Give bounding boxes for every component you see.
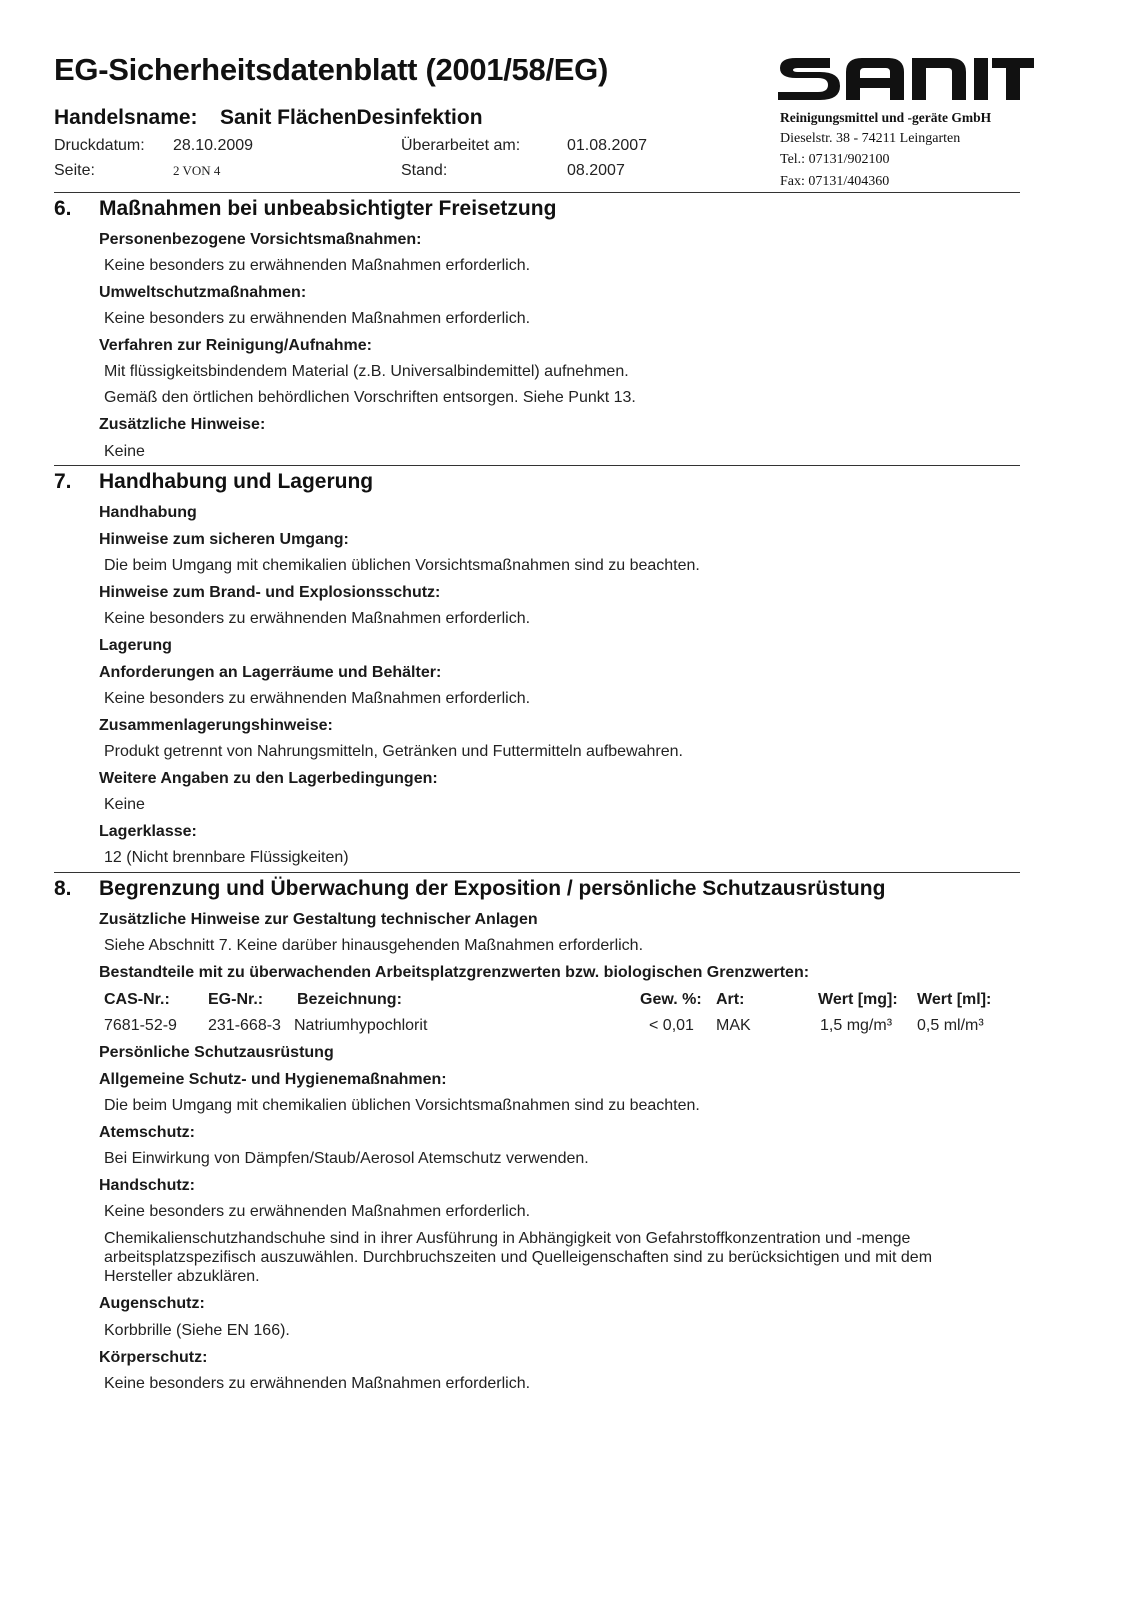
table-header-value-ml: Wert [ml]: bbox=[917, 991, 992, 1008]
section-6-number: 6. bbox=[54, 197, 72, 220]
page-label: Seite: bbox=[54, 162, 95, 179]
section-7-subheading: Weitere Angaben zu den Lagerbedingungen: bbox=[99, 770, 438, 787]
section-8-paragraph: Chemikalienschutzhandschuhe sind in ihrer Ausführung in Abhängigkeit von Gefahrstoffkonzentration und -menge arbeitsplatzspezifisch auszuwählen. Durchbruchszeiten und Quelleigenschaften sind zu berücksichtigen und mit dem Hersteller abzuklären. bbox=[104, 1230, 933, 1285]
section-6-text: Mit flüssigkeitsbindendem Material (z.B. Universalbindemittel) aufnehmen. bbox=[104, 363, 629, 380]
revised-label: Überarbeitet am: bbox=[401, 137, 521, 154]
section-7-text: Die beim Umgang mit chemikalien üblichen Vorsichtsmaßnahmen sind zu beachten. bbox=[104, 557, 700, 574]
table-header-cas: CAS-Nr.: bbox=[104, 991, 170, 1008]
section-7-subheading: Anforderungen an Lagerräume und Behälter: bbox=[99, 664, 442, 681]
section-6-text: Keine besonders zu erwähnenden Maßnahmen erforderlich. bbox=[104, 310, 531, 327]
section-divider bbox=[54, 465, 1020, 466]
section-8-subheading: Handschutz: bbox=[99, 1177, 195, 1194]
section-7-text: Keine besonders zu erwähnenden Maßnahmen erforderlich. bbox=[104, 690, 531, 707]
trade-name-label: Handelsname: bbox=[54, 106, 198, 129]
table-cell-type: MAK bbox=[716, 1017, 751, 1034]
section-8-text: Siehe Abschnitt 7. Keine darüber hinausgehenden Maßnahmen erforderlich. bbox=[104, 937, 644, 954]
table-header-value-mg: Wert [mg]: bbox=[818, 991, 898, 1008]
company-address: Dieselstr. 38 - 74211 Leingarten bbox=[780, 131, 961, 146]
section-7-subheading: Lagerklasse: bbox=[99, 823, 197, 840]
table-header-weight: Gew. %: bbox=[640, 991, 702, 1008]
section-7-number: 7. bbox=[54, 470, 72, 493]
table-header-eg: EG-Nr.: bbox=[208, 991, 264, 1008]
section-8-number: 8. bbox=[54, 877, 72, 900]
section-8-subheading: Augenschutz: bbox=[99, 1295, 205, 1312]
section-7-text: Keine bbox=[104, 796, 145, 813]
status-value: 08.2007 bbox=[567, 162, 625, 179]
section-6-subheading: Zusätzliche Hinweise: bbox=[99, 416, 266, 433]
section-8-text: Die beim Umgang mit chemikalien üblichen Vorsichtsmaßnahmen sind zu beachten. bbox=[104, 1097, 700, 1114]
trade-name: Sanit FlächenDesinfektion bbox=[220, 106, 483, 129]
table-header-type: Art: bbox=[716, 991, 745, 1008]
section-8-heading: Persönliche Schutzausrüstung bbox=[99, 1044, 334, 1061]
print-date: 28.10.2009 bbox=[173, 137, 254, 154]
sanit-logo bbox=[776, 56, 1034, 102]
section-8-title: Begrenzung und Überwachung der Exposition / persönliche Schutzausrüstung bbox=[99, 877, 886, 900]
section-8-subheading: Atemschutz: bbox=[99, 1124, 196, 1141]
section-6-text: Keine bbox=[104, 443, 145, 460]
document-title: EG-Sicherheitsdatenblatt (2001/58/EG) bbox=[54, 52, 608, 87]
section-7-subheading: Hinweise zum sicheren Umgang: bbox=[99, 531, 349, 548]
company-fax: Fax: 07131/404360 bbox=[780, 174, 890, 189]
section-7-subheading: Hinweise zum Brand- und Explosionsschutz: bbox=[99, 584, 441, 601]
table-header-name: Bezeichnung: bbox=[297, 991, 402, 1008]
section-8-text: Korbbrille (Siehe EN 166). bbox=[104, 1322, 290, 1339]
status-label: Stand: bbox=[401, 162, 448, 179]
table-cell-value-mg: 1,5 mg/m³ bbox=[820, 1017, 893, 1034]
section-6-subheading: Verfahren zur Reinigung/Aufnahme: bbox=[99, 337, 372, 354]
section-7-text: Produkt getrennt von Nahrungsmitteln, Getränken und Futtermitteln aufbewahren. bbox=[104, 743, 683, 760]
section-divider bbox=[54, 872, 1020, 873]
section-8-text: Keine besonders zu erwähnenden Maßnahmen erforderlich. bbox=[104, 1375, 531, 1392]
section-7-subheading: Zusammenlagerungshinweise: bbox=[99, 717, 333, 734]
section-8-text: Keine besonders zu erwähnenden Maßnahmen erforderlich. bbox=[104, 1203, 531, 1220]
page-number: 2 VON 4 bbox=[173, 163, 221, 178]
company-name: Reinigungsmittel und -geräte GmbH bbox=[780, 110, 992, 125]
section-7-title: Handhabung und Lagerung bbox=[99, 470, 374, 493]
section-8-subheading: Körperschutz: bbox=[99, 1349, 208, 1366]
print-date-label: Druckdatum: bbox=[54, 137, 145, 154]
table-cell-cas: 7681-52-9 bbox=[104, 1017, 177, 1034]
revised-date: 01.08.2007 bbox=[567, 137, 648, 154]
section-8-text: Bei Einwirkung von Dämpfen/Staub/Aerosol Atemschutz verwenden. bbox=[104, 1150, 589, 1167]
section-6-subheading: Personenbezogene Vorsichtsmaßnahmen: bbox=[99, 231, 422, 248]
section-8-subheading: Bestandteile mit zu überwachenden Arbeitsplatzgrenzwerten bzw. biologischen Grenzwerten: bbox=[99, 964, 810, 981]
section-6-text: Keine besonders zu erwähnenden Maßnahmen erforderlich. bbox=[104, 257, 531, 274]
section-6-title: Maßnahmen bei unbeabsichtigter Freisetzung bbox=[99, 197, 557, 220]
section-7-heading: Lagerung bbox=[99, 637, 172, 654]
section-8-subheading: Zusätzliche Hinweise zur Gestaltung technischer Anlagen bbox=[99, 911, 538, 928]
section-6-subheading: Umweltschutzmaßnahmen: bbox=[99, 284, 307, 301]
table-cell-eg: 231-668-3 bbox=[208, 1017, 281, 1034]
section-7-text: Keine besonders zu erwähnenden Maßnahmen erforderlich. bbox=[104, 610, 531, 627]
section-6-text: Gemäß den örtlichen behördlichen Vorschriften entsorgen. Siehe Punkt 13. bbox=[104, 389, 636, 406]
table-cell-value-ml: 0,5 ml/m³ bbox=[917, 1017, 984, 1034]
table-cell-name: Natriumhypochlorit bbox=[294, 1017, 428, 1034]
header-divider bbox=[54, 192, 1020, 193]
section-7-heading: Handhabung bbox=[99, 504, 197, 521]
company-tel: Tel.: 07131/902100 bbox=[780, 152, 890, 167]
section-8-subheading: Allgemeine Schutz- und Hygienemaßnahmen: bbox=[99, 1071, 447, 1088]
section-7-text: 12 (Nicht brennbare Flüssigkeiten) bbox=[104, 849, 349, 866]
table-cell-weight: < 0,01 bbox=[649, 1017, 694, 1034]
